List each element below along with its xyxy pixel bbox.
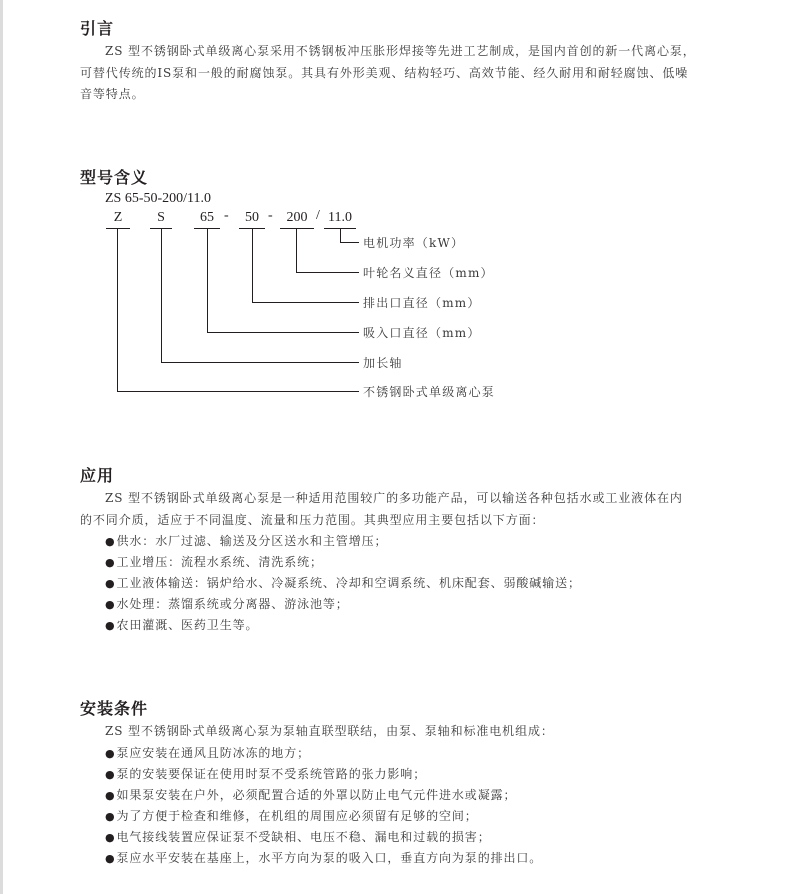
list-item: ●为了方便于检查和维修，在机组的周围应必须留有足够的空间；	[105, 809, 478, 823]
label-inlet-diameter: 吸入口直径（mm）	[363, 326, 481, 340]
installation-intro: ZS 型不锈钢卧式单级离心泵为泵轴直联型联结，由泵、泵轴和标准电机组成：	[105, 724, 554, 738]
application-paragraph	[80, 488, 730, 531]
label-motor-power: 电机功率（kW）	[363, 236, 465, 250]
bullet-icon: ●	[105, 535, 116, 548]
application-line-2: 的不同介质，适应于不同温度、流量和压力范围。其典型应用主要包括以下方面：	[80, 512, 545, 527]
leader-impeller	[297, 229, 360, 273]
model-example: ZS 65-50-200/11.0	[105, 191, 212, 206]
model-code-outlet: 50	[245, 210, 259, 225]
label-impeller-diameter: 叶轮名义直径（mm）	[363, 266, 494, 280]
list-item: ●工业液体输送：锅炉给水、冷凝系统、冷却和空调系统、机床配套、弱酸碱输送；	[105, 576, 581, 590]
bullet-icon: ●	[105, 810, 116, 823]
installation-list	[105, 743, 542, 869]
bullet-icon: ●	[105, 852, 116, 865]
bullet-icon: ●	[105, 789, 116, 802]
model-separator-2: -	[268, 208, 273, 223]
label-pump-type: 不锈钢卧式单级离心泵	[363, 385, 496, 399]
bullet-icon: ●	[105, 598, 116, 611]
leader-pump-type	[118, 229, 360, 392]
bullet-icon: ●	[105, 619, 116, 632]
intro-line-1: ZS 型不锈钢卧式单级离心泵采用不锈钢板冲压胀形焊接等先进工艺制成，是国内首创的新一代离心泵，	[105, 44, 696, 58]
bullet-icon: ●	[105, 768, 116, 781]
model-code-s: S	[157, 210, 165, 225]
intro-line-2: 可替代传统的IS泵和一般的耐腐蚀泵。其具有外形美观、结构轻巧、高效节能、经久耐用和耐轻腐蚀、低噪	[80, 65, 689, 80]
model-separator-1: -	[224, 208, 229, 223]
leader-shaft	[162, 229, 360, 363]
intro-line-3: 音等特点。	[80, 87, 145, 101]
section-title-intro: 引言	[80, 19, 115, 38]
list-item: ●泵应安装在通风且防冰冻的地方；	[105, 746, 311, 760]
model-code-impeller: 200	[286, 210, 308, 225]
list-item: ●泵应水平安装在基座上，水平方向为泵的吸入口，垂直方向为泵的排出口。	[105, 851, 543, 865]
list-item: ●泵的安装要保证在使用时泵不受系统管路的张力影响；	[105, 767, 427, 781]
application-line-1: ZS 型不锈钢卧式单级离心泵是一种适用范围较广的多功能产品，可以输送各种包括水或工业液体在内	[105, 491, 683, 505]
bullet-icon: ●	[105, 831, 116, 844]
leader-inlet	[208, 229, 360, 333]
list-item: ●供水：水厂过滤、输送及分区送水和主管增压；	[105, 534, 388, 548]
label-outlet-diameter: 排出口直径（mm）	[363, 296, 481, 310]
model-code-power: 11.0	[328, 210, 352, 225]
section-title-application: 应用	[80, 466, 115, 485]
bullet-icon: ●	[105, 747, 116, 760]
section-title-installation: 安装条件	[80, 699, 149, 718]
bullet-icon: ●	[105, 556, 116, 569]
bullet-icon: ●	[105, 577, 116, 590]
list-item: ●电气接线装置应保证泵不受缺相、电压不稳、漏电和过载的损害；	[105, 830, 491, 844]
model-separator-3: /	[316, 208, 320, 223]
section-title-model: 型号含义	[80, 168, 149, 187]
leader-outlet	[253, 229, 360, 303]
list-item: ●水处理：蒸馏系统或分离器、游泳池等；	[105, 597, 349, 611]
leader-power	[341, 229, 360, 243]
list-item: ●农田灌溉、医药卫生等。	[105, 618, 259, 632]
model-code-z: Z	[113, 210, 123, 225]
model-code-inlet: 65	[200, 210, 214, 225]
list-item: ●工业增压：流程水系统、清洗系统；	[105, 555, 323, 569]
label-extended-shaft: 加长轴	[363, 356, 403, 370]
application-list	[105, 531, 581, 636]
list-item: ●如果泵安装在户外，必须配置合适的外罩以防止电气元件进水或凝露；	[105, 788, 517, 802]
